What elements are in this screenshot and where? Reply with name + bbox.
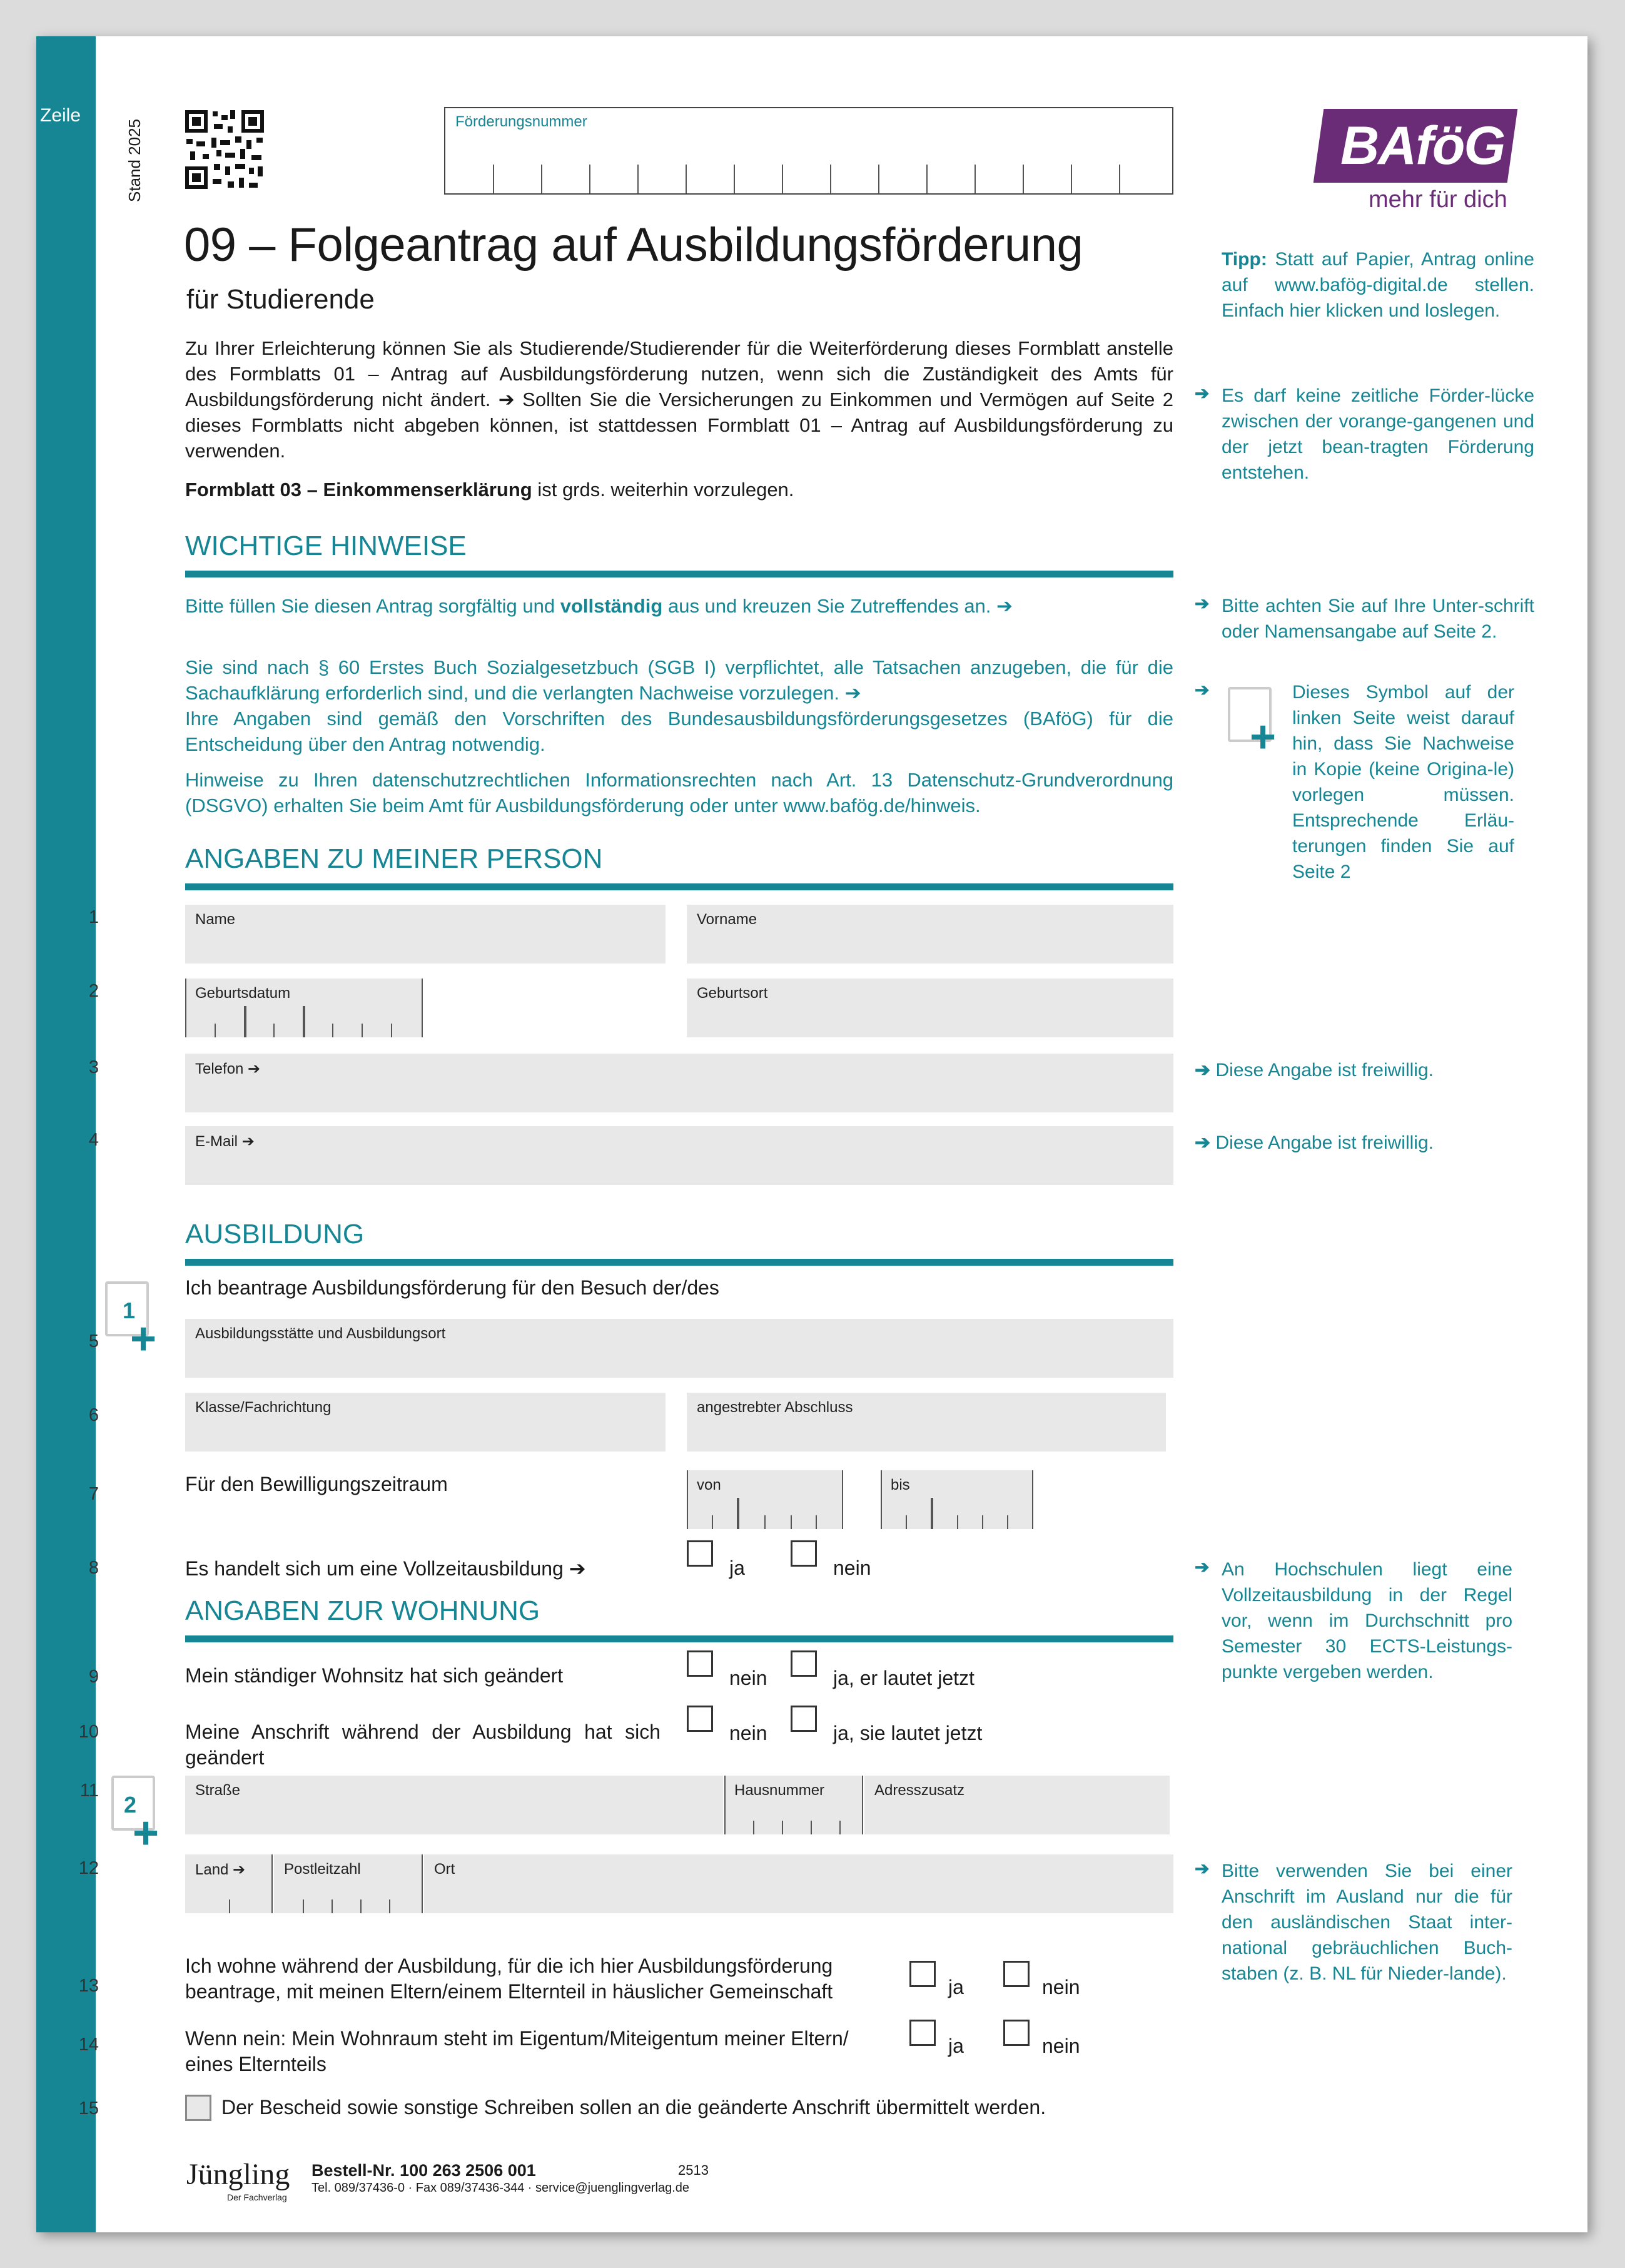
ausbildungsstaette-field[interactable]	[185, 1319, 1173, 1378]
page-subtitle: für Studierende	[186, 284, 375, 315]
bafoeg-tagline: mehr für dich	[1369, 186, 1507, 213]
tipp-label: Tipp:	[1222, 249, 1267, 270]
klasse-field[interactable]	[185, 1393, 666, 1452]
row-number: 6	[88, 1405, 99, 1425]
section-rule	[185, 571, 1173, 577]
row-number: 8	[88, 1558, 99, 1578]
anschrift-ja-checkbox[interactable]	[791, 1706, 817, 1732]
tip-foerderluecke: Es darf keine zeitliche Förder-lücke zwischen der vorange-gangenen und der jetzt bean-tragten Förderung entstehen.	[1222, 385, 1534, 483]
section-rule	[185, 1635, 1173, 1642]
section-heading-hinweise: WICHTIGE HINWEISE	[185, 531, 467, 561]
footer-brand: Jüngling	[186, 2158, 290, 2191]
wohnsitz-ja-checkbox[interactable]	[791, 1650, 817, 1677]
plus-icon: +	[133, 1808, 159, 1858]
anschrift-question: Meine Anschrift während der Ausbildung hat sich geändert	[185, 1721, 661, 1769]
telefon-field[interactable]	[185, 1054, 1173, 1112]
plus-icon: +	[130, 1314, 157, 1364]
row-number: 9	[88, 1667, 99, 1687]
eltern-nein-label: nein	[1042, 1976, 1080, 1998]
anschrift-nein-label: nein	[729, 1722, 767, 1744]
bescheid-label: Der Bescheid sowie sonstige Schreiben sollen an die geänderte Anschrift übermittelt werden.	[221, 2096, 1046, 2118]
foerderungsnummer-field[interactable]	[444, 107, 1173, 195]
email-label: E-Mail ➔	[195, 1133, 255, 1150]
section-heading-person: ANGABEN ZU MEINER PERSON	[185, 843, 603, 874]
arrow-icon: ➔	[1195, 594, 1210, 613]
tip-signature: Bitte achten Sie auf Ihre Unter-schrift oder Namensangabe auf Seite 2.	[1222, 596, 1534, 642]
hinweis-4: Hinweise zu Ihren datenschutzrechtlichen Informationsrechten nach Art. 13 Datenschutz-Grundverordnung (DSGVO) erhalten Sie beim Amt für Ausbildungsförderung oder unter www.bafög.de/hinweis.	[185, 769, 1173, 816]
abschluss-field[interactable]	[687, 1393, 1166, 1452]
row-number: 15	[78, 2098, 99, 2118]
geburtsdatum-label: Geburtsdatum	[195, 985, 291, 1002]
row-number: 14	[78, 2035, 99, 2055]
adresszusatz-label: Adresszusatz	[874, 1782, 965, 1799]
row-number: 12	[78, 1858, 99, 1878]
name-field[interactable]	[185, 905, 666, 964]
bis-label: bis	[891, 1477, 910, 1493]
eigentum-ja-label: ja	[948, 2035, 964, 2057]
eigentum-nein-label: nein	[1042, 2035, 1080, 2057]
foerderungsnummer-label: Förderungsnummer	[455, 113, 587, 130]
ausbildung-intro: Ich beantrage Ausbildungsförderung für den Besuch der/des	[185, 1276, 719, 1299]
section-rule	[185, 883, 1173, 890]
footer-bestellnummer: Bestell-Nr. 100 263 2506 001	[311, 2161, 536, 2180]
qr-code-icon[interactable]	[184, 109, 265, 190]
vollzeit-ja-label: ja	[729, 1557, 745, 1579]
eltern-ja-label: ja	[948, 1976, 964, 1998]
hinweis-3: Ihre Angaben sind gemäß den Vorschriften des Bundesausbildungsförderungsgesetzes (BAföG) für die Entscheidung über den Antrag notwendig.	[185, 708, 1173, 755]
arrow-icon: ➔	[1195, 384, 1210, 403]
zeitraum-von-field[interactable]	[687, 1470, 843, 1529]
eigentum-question: Wenn nein: Mein Wohnraum steht im Eigentum/Miteigentum meiner Eltern/ eines Elternteils	[185, 2027, 849, 2075]
wohnsitz-question: Mein ständiger Wohnsitz hat sich geändert	[185, 1664, 564, 1687]
klasse-label: Klasse/Fachrichtung	[195, 1399, 332, 1416]
ausbildungsstaette-label: Ausbildungsstätte und Ausbildungsort	[195, 1325, 446, 1342]
section-heading-ausbildung: AUSBILDUNG	[185, 1219, 365, 1249]
section-heading-wohnung: ANGABEN ZUR WOHNUNG	[185, 1595, 540, 1626]
tip-symbol: Dieses Symbol auf der linken Seite weist darauf hin, dass Sie Nachweise in Kopie (keine Origina-le) vorlegen müssen. Entsprechende Erläu-terungen finden Sie auf Seite 2	[1292, 682, 1514, 882]
row-number: 10	[78, 1722, 99, 1742]
hinweis-2: Sie sind nach § 60 Erstes Buch Sozialgesetzbuch (SGB I) verpflichtet, alle Tatsachen anzugeben, die für die Sachaufklärung erforderlich sind, und die verlangten Nachweise vorzulegen. ➔	[185, 656, 1173, 704]
telefon-label: Telefon ➔	[195, 1060, 261, 1077]
bafoeg-logo-text: BAföG	[1340, 116, 1505, 176]
arrow-icon: ➔	[1195, 680, 1210, 699]
proof-badge-2: 2	[124, 1792, 137, 1818]
eltern-ja-checkbox[interactable]	[909, 1961, 936, 1987]
geburtsort-label: Geburtsort	[697, 985, 768, 1002]
tip-optional-email: ➔ Diese Angabe ist freiwillig.	[1195, 1132, 1434, 1153]
stand-label: Stand 2025	[125, 118, 144, 202]
page-title: 09 – Folgeantrag auf Ausbildungsförderung	[184, 218, 1083, 272]
geburtsdatum-field[interactable]	[185, 979, 423, 1037]
vollzeit-nein-checkbox[interactable]	[791, 1540, 817, 1567]
tipp-text[interactable]: Statt auf Papier, Antrag online auf www.bafög-digital.de stellen. Einfach hier klicken und loslegen.	[1222, 249, 1534, 321]
eltern-nein-checkbox[interactable]	[1003, 1961, 1030, 1987]
vorname-label: Vorname	[697, 911, 757, 928]
land-field[interactable]	[185, 1854, 273, 1913]
row-number: 11	[79, 1781, 99, 1801]
form-page	[36, 36, 1587, 2232]
row-number: 5	[88, 1331, 99, 1351]
hausnummer-field[interactable]	[724, 1776, 863, 1834]
email-field[interactable]	[185, 1126, 1173, 1185]
zeitraum-label: Für den Bewilligungszeitraum	[185, 1473, 448, 1495]
eigentum-nein-checkbox[interactable]	[1003, 2020, 1030, 2046]
intro-text: Zu Ihrer Erleichterung können Sie als Studierende/Studierender für die Weiterförderung dieses Formblatt anstelle des Formblatts 01 – Antrag auf Ausbildungsförderung nutzen, wenn sich die Zuständigkeit des Amts für Ausbildungsförderung nicht ändert. ➔ Sollten Sie die Versicherungen zu Einkommen und Vermögen auf Seite 2 dieses Formblatts nicht abgeben können, ist stattdessen Formblatt 01 – Antrag auf Ausbildungsförderung zu verwenden.	[185, 337, 1173, 462]
anschrift-nein-checkbox[interactable]	[687, 1706, 713, 1732]
plus-icon: +	[1250, 712, 1277, 762]
row-number: 2	[88, 981, 99, 1001]
row-number: 3	[88, 1057, 99, 1077]
vorname-field[interactable]	[687, 905, 1173, 964]
row-number: 4	[88, 1130, 99, 1150]
wohnsitz-nein-label: nein	[729, 1667, 767, 1689]
strasse-label: Straße	[195, 1782, 241, 1799]
wohnsitz-ja-label: ja, er lautet jetzt	[833, 1667, 974, 1689]
proof-badge-1: 1	[123, 1298, 136, 1323]
tip-vollzeit: An Hochschulen liegt eine Vollzeitausbildung in der Regel vor, wenn im Durchschnitt pro Semester 30 ECTS-Leistungs-punkte vergeben werden.	[1222, 1559, 1512, 1682]
adresszusatz-field[interactable]	[864, 1776, 1170, 1834]
tip-optional-telefon: ➔ Diese Angabe ist freiwillig.	[1195, 1060, 1434, 1081]
zeitraum-bis-field[interactable]	[881, 1470, 1033, 1529]
eigentum-ja-checkbox[interactable]	[909, 2020, 936, 2046]
anschrift-ja-label: ja, sie lautet jetzt	[833, 1722, 983, 1744]
eltern-question: Ich wohne während der Ausbildung, für die ich hier Ausbildungsförderung beantrage, mit meinen Eltern/einem Elternteil in häuslicher Gemeinschaft	[185, 1955, 833, 2003]
name-label: Name	[195, 911, 236, 928]
intro-note	[185, 477, 1173, 502]
hausnummer-label: Hausnummer	[734, 1782, 825, 1799]
section-rule	[185, 1259, 1173, 1266]
row-number: 1	[88, 907, 99, 927]
arrow-icon: ➔	[1195, 1859, 1210, 1878]
vollzeit-nein-label: nein	[833, 1557, 871, 1579]
zeile-label: Zeile	[40, 105, 81, 126]
vollzeit-ja-checkbox[interactable]	[687, 1540, 713, 1567]
footer-code: 2513	[678, 2162, 709, 2178]
arrow-icon: ➔	[1195, 1557, 1210, 1577]
tip-ausland: Bitte verwenden Sie bei einer Anschrift im Ausland nur die für den ausländischen Staat inter-national gebräuchlichen Buch-staben (z. B. NL für Nieder-lande).	[1222, 1861, 1512, 1984]
vollzeit-question: Es handelt sich um eine Vollzeitausbildung ➔	[185, 1557, 586, 1580]
von-label: von	[697, 1477, 721, 1493]
geburtsort-field[interactable]	[687, 979, 1173, 1037]
row-number: 7	[88, 1484, 99, 1504]
tipp-box	[1222, 247, 1534, 323]
row-number: 13	[78, 1976, 99, 1996]
ort-field[interactable]	[424, 1854, 1173, 1913]
hinweis-1: Bitte füllen Sie diesen Antrag sorgfältig und vollständig aus und kreuzen Sie Zutreffendes an. ➔	[185, 595, 1013, 617]
strasse-field[interactable]	[185, 1776, 723, 1834]
footer-contact: Tel. 089/37436-0 · Fax 089/37436-344 · service@juenglingverlag.de	[311, 2181, 690, 2195]
plz-label: Postleitzahl	[284, 1861, 361, 1878]
ort-label: Ort	[434, 1861, 455, 1878]
intro-note-bold: Formblatt 03 – Einkommenserklärung	[185, 479, 532, 501]
postleitzahl-field[interactable]	[274, 1854, 423, 1913]
intro-note-rest: ist grds. weiterhin vorzulegen.	[532, 479, 794, 501]
wohnsitz-nein-checkbox[interactable]	[687, 1650, 713, 1677]
bescheid-checkbox[interactable]	[185, 2095, 211, 2121]
abschluss-label: angestrebter Abschluss	[697, 1399, 853, 1416]
land-label: Land ➔	[195, 1861, 246, 1878]
footer-brand-sub: Der Fachverlag	[227, 2192, 287, 2202]
